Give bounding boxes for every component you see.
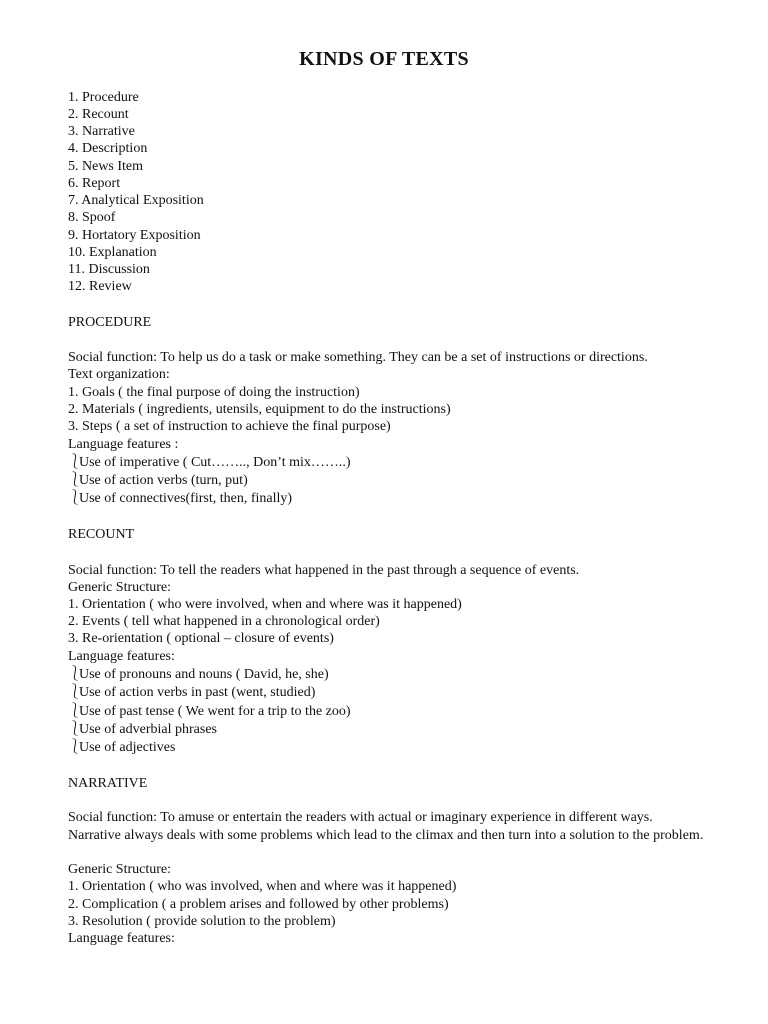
generic-structure-label: Generic Structure: xyxy=(68,580,172,595)
feature-bullet-item xyxy=(68,454,728,471)
feature-text: Use of pronouns and nouns ( David, he, she) xyxy=(79,667,329,682)
structure-item: 2. Events ( tell what happened in a chronological order) xyxy=(68,614,380,629)
list-item: 6. Report xyxy=(68,176,121,191)
narrative-description: Narrative always deals with some problems which lead to the climax and then turn into a solution to the problem. xyxy=(68,828,704,843)
list-item: 11. Discussion xyxy=(68,262,150,277)
bullet-icon: ⎱ xyxy=(68,455,82,470)
feature-bullet-item xyxy=(68,490,728,507)
feature-text: Use of past tense ( We went for a trip to the zoo) xyxy=(79,704,351,719)
language-features-label: Language features : xyxy=(68,437,179,452)
language-features-label: Language features: xyxy=(68,649,175,664)
social-function-text: Social function: To help us do a task or make something. They can be a set of instructions or directions. xyxy=(68,350,648,365)
list-item: 7. Analytical Exposition xyxy=(68,193,204,208)
feature-bullet-item xyxy=(68,739,728,756)
list-item: 1. Procedure xyxy=(68,90,139,105)
list-item: 8. Spoof xyxy=(68,210,116,225)
feature-text: Use of connectives(first, then, finally) xyxy=(79,491,293,506)
bullet-icon: ⎱ xyxy=(68,685,82,700)
section-heading-narrative: NARRATIVE xyxy=(68,776,148,791)
feature-bullet-item xyxy=(68,684,728,701)
feature-bullet-item xyxy=(68,721,728,738)
list-item: 10. Explanation xyxy=(68,245,157,260)
bullet-icon: ⎱ xyxy=(68,667,82,682)
social-function-text: Social function: To tell the readers what happened in the past through a sequence of events. xyxy=(68,563,580,578)
list-item: 2. Recount xyxy=(68,107,129,122)
bullet-icon: ⎱ xyxy=(68,491,82,506)
list-item: 12. Review xyxy=(68,279,132,294)
feature-bullet-item xyxy=(68,666,728,683)
feature-text: Use of imperative ( Cut…….., Don’t mix……..) xyxy=(79,455,351,470)
structure-item: 2. Complication ( a problem arises and followed by other problems) xyxy=(68,897,449,912)
feature-bullet-item xyxy=(68,703,728,720)
social-function-text: Social function: To amuse or entertain the readers with actual or imaginary experience in different ways. xyxy=(68,810,653,825)
list-item: 9. Hortatory Exposition xyxy=(68,228,201,243)
feature-text: Use of action verbs (turn, put) xyxy=(79,473,248,488)
feature-text: Use of adjectives xyxy=(79,740,176,755)
feature-text: Use of action verbs in past (went, studied) xyxy=(79,685,316,700)
structure-item: 3. Re-orientation ( optional – closure of events) xyxy=(68,631,334,646)
feature-text: Use of adverbial phrases xyxy=(79,722,218,737)
structure-item: 3. Steps ( a set of instruction to achieve the final purpose) xyxy=(68,419,391,434)
structure-item: 2. Materials ( ingredients, utensils, equipment to do the instructions) xyxy=(68,402,451,417)
text-organization-label: Text organization: xyxy=(68,367,170,382)
list-item: 4. Description xyxy=(68,141,148,156)
bullet-icon: ⎱ xyxy=(68,704,82,719)
bullet-icon: ⎱ xyxy=(68,740,82,755)
structure-item: 1. Goals ( the final purpose of doing the instruction) xyxy=(68,385,360,400)
generic-structure-label: Generic Structure: xyxy=(68,862,172,877)
list-item: 3. Narrative xyxy=(68,124,135,139)
bullet-icon: ⎱ xyxy=(68,473,82,488)
feature-bullet-item xyxy=(68,472,728,489)
language-features-label: Language features: xyxy=(68,931,175,946)
bullet-icon: ⎱ xyxy=(68,722,82,737)
structure-item: 1. Orientation ( who were involved, when and where was it happened) xyxy=(68,597,462,612)
section-heading-procedure: PROCEDURE xyxy=(68,315,152,330)
page-title: KINDS OF TEXTS xyxy=(299,48,469,70)
section-heading-recount: RECOUNT xyxy=(68,527,135,542)
list-item: 5. News Item xyxy=(68,159,144,174)
structure-item: 1. Orientation ( who was involved, when and where was it happened) xyxy=(68,879,457,894)
structure-item: 3. Resolution ( provide solution to the problem) xyxy=(68,914,336,929)
